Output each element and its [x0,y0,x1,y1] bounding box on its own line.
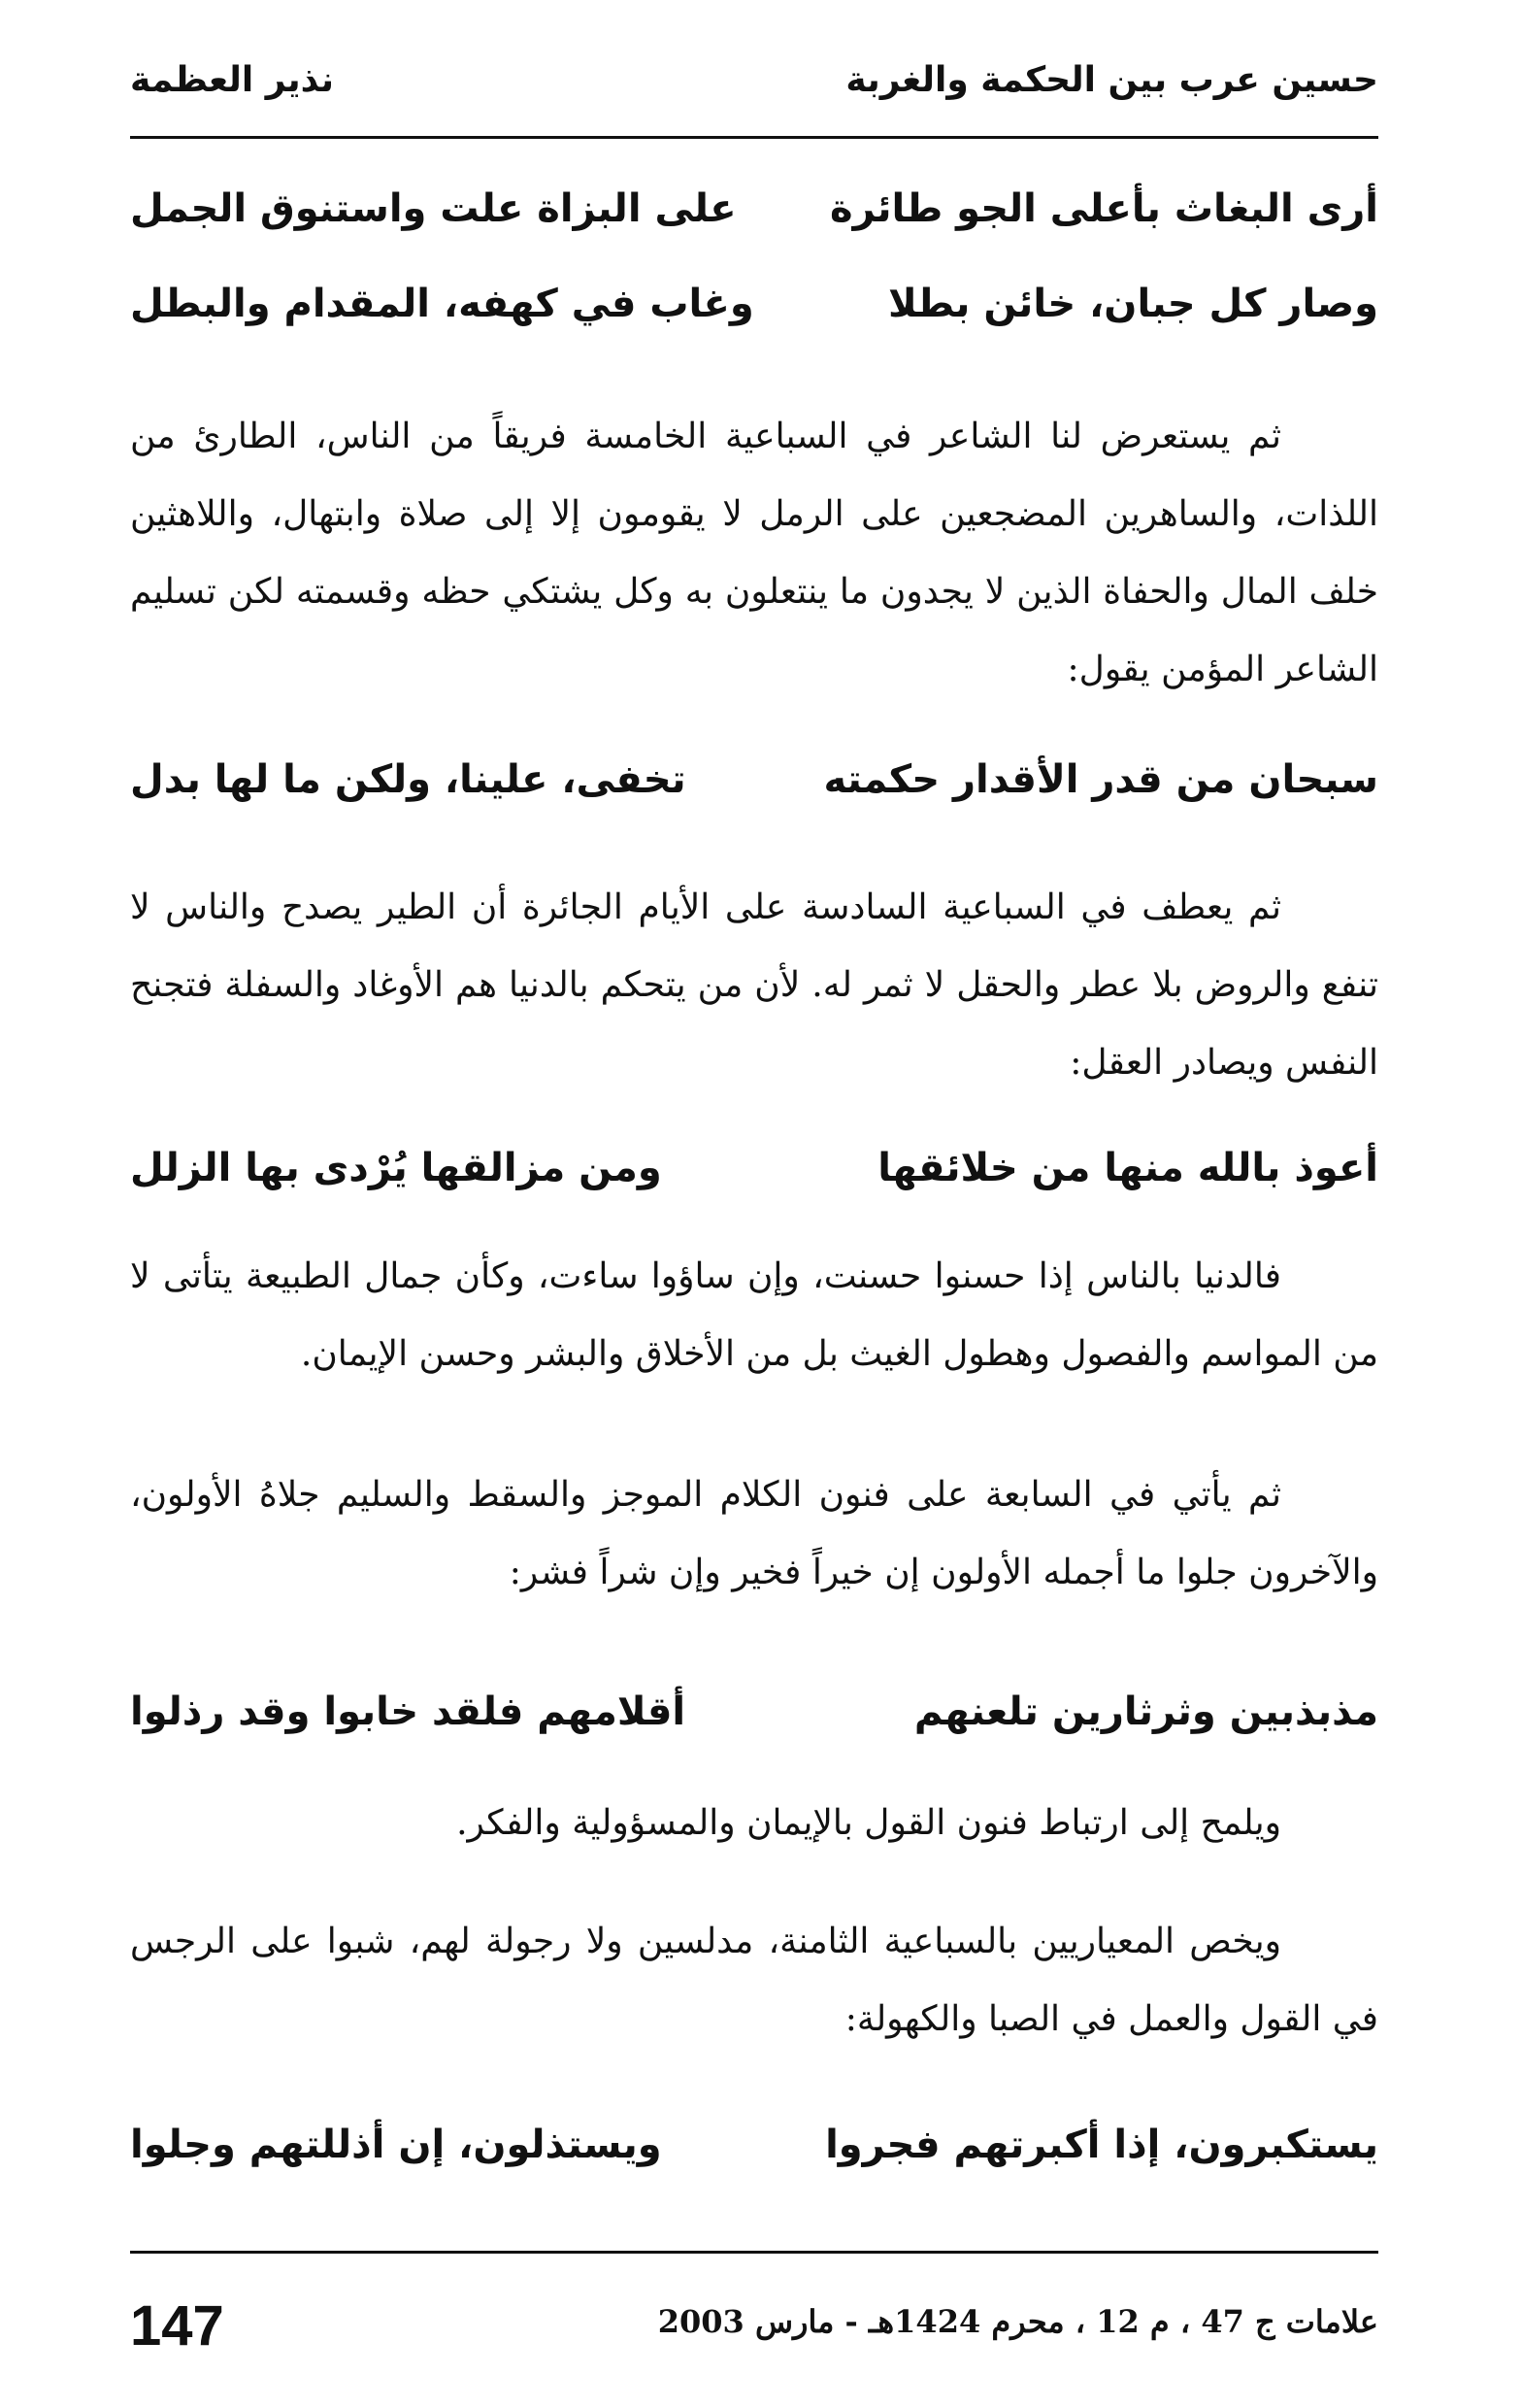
verse-second-hemistich: على البزاة علت واستنوق الجمل [130,186,737,231]
running-header-title: حسين عرب بين الحكمة والغربة [845,60,1378,100]
verse-second-hemistich: ومن مزالقها يُرْدى بها الزلل [130,1146,662,1190]
journal-citation: علامات ج 47 ، م 12 ، محرم 1424هـ - مارس 2003 [657,2303,1378,2340]
footer-rule [130,2251,1378,2254]
verse-second-hemistich: تخفى، علينا، ولكن ما لها بدل [130,757,686,802]
running-header-author: نذير العظمة [130,60,334,100]
verse-line [130,1146,1378,1223]
body-paragraph: فالدنيا بالناس إذا حسنوا حسنت، وإن ساؤوا ساءت، وكأن جمال الطبيعة يتأتى لا من المواسم والفصول وهطول الغيث بل من الأخلاق والبشر وحسن الإيمان. [130,1256,1378,1374]
verse-first-hemistich: سبحان من قدر الأقدار حكمته [823,757,1378,802]
verse-first-hemistich: أعوذ بالله منها من خلائقها [877,1146,1378,1190]
verse-first-hemistich: مذبذبين وثرثارين تلعنهم [913,1689,1378,1734]
verse-second-hemistich: أقلامهم فلقد خابوا وقد رذلوا [130,1689,686,1734]
page-number: 147 [130,2294,224,2358]
body-paragraph: ثم يستعرض لنا الشاعر في السباعية الخامسة فريقاً من الناس، الطارئ من اللذات، والساهرين المضجعين على الرمل لا يقومون إلا إلى صلاة وابتهال، واللاهثين خلف المال والحفاة الذين لا يجدون ما ينتعلون به وكل يشتكي حظه وقسمته لكن تسليم الشاعر المؤمن يقول: [130,417,1378,689]
verse-line [130,757,1378,835]
body-paragraph: ثم يعطف في السباعية السادسة على الأيام الجائرة أن الطير يصدح والناس لا تنفع والروض بلا عطر والحقل لا ثمر له. لأن من يتحكم بالدنيا هم الأوغاد والسفلة فتجنح النفس ويصادر العقل: [130,887,1378,1083]
verse-second-hemistich: ويستذلون، إن أذللتهم وجلوا [130,2123,662,2167]
verse-second-hemistich: وغاب في كهفه، المقدام والبطل [130,282,754,326]
body-paragraph: ثم يأتي في السابعة على فنون الكلام الموجز والسقط والسليم جلاهُ الأولون، والآخرون جلوا ما أجمله الأولون إن خيراً فخير وإن شراً فشر: [130,1475,1378,1592]
header-rule [130,136,1378,139]
verse-line [130,282,1378,359]
verse-first-hemistich: أرى البغاث بأعلى الجو طائرة [830,186,1378,231]
verse-first-hemistich: وصار كل جبان، خائن بطلا [888,282,1378,326]
verse-line [130,186,1378,264]
verse-line [130,1689,1378,1767]
body-paragraph: ويخص المعياريين بالسباعية الثامنة، مدلسين ولا رجولة لهم، شبوا على الرجس في القول والعمل في الصبا والكهولة: [130,1922,1378,2039]
verse-first-hemistich: يستكبرون، إذا أكبرتهم فجروا [825,2123,1378,2167]
body-paragraph: ويلمح إلى ارتباط فنون القول بالإيمان والمسؤولية والفكر. [456,1803,1281,1843]
verse-line [130,2123,1378,2200]
